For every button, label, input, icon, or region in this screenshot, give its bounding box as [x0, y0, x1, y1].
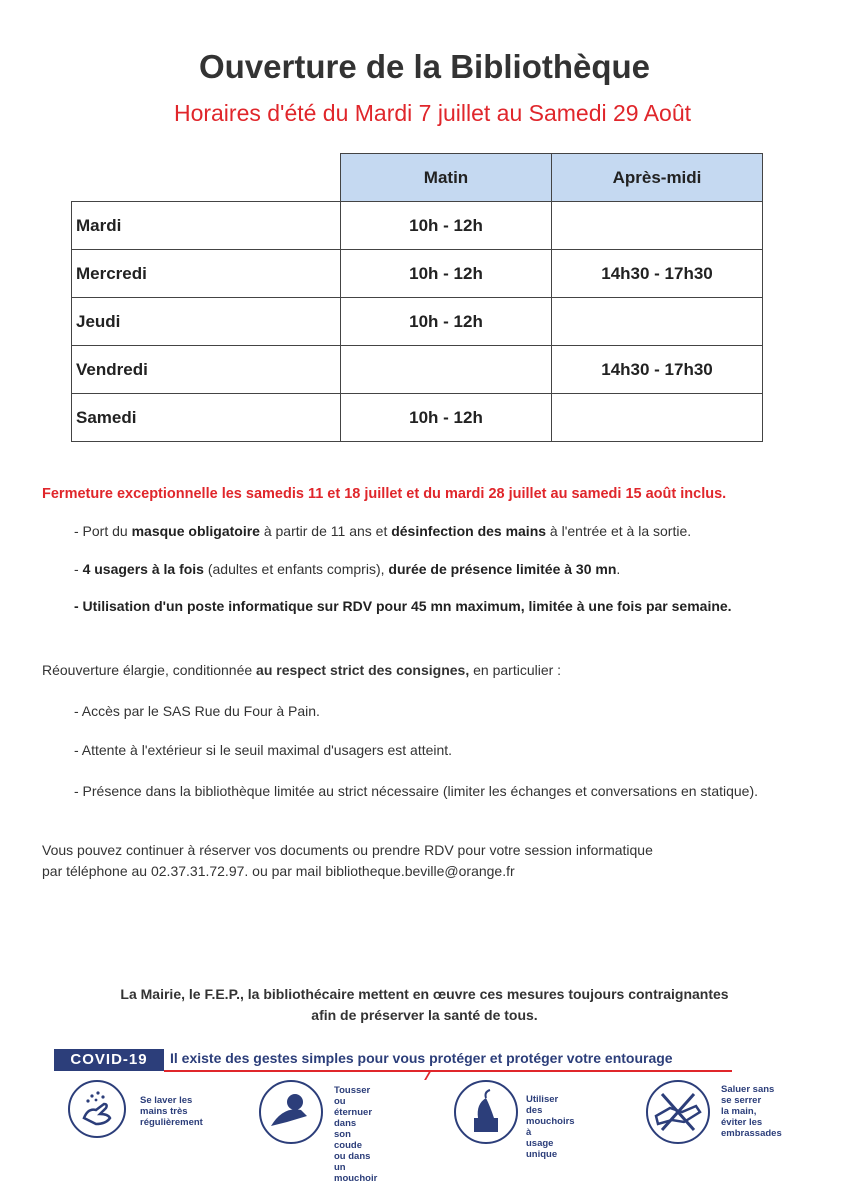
page-subtitle: Horaires d'été du Mardi 7 juillet au Samedi 29 Août — [173, 100, 692, 126]
reopening-part: en particulier : — [469, 662, 562, 678]
rule-text: à l'entrée et à la sortie. — [546, 523, 692, 539]
contact-line-1: Vous pouvez continuer à réserver vos documents ou prendre RDV pour votre session informatique — [42, 842, 653, 858]
day-cell: Mercredi — [72, 250, 341, 298]
afternoon-cell: 14h30 - 17h30 — [552, 346, 763, 394]
afternoon-cell: 14h30 - 17h30 — [552, 250, 763, 298]
covid-title: Il existe des gestes simples pour vous protéger et protéger votre entourage — [170, 1050, 673, 1066]
day-cell: Jeudi — [72, 298, 341, 346]
morning-cell: 10h - 12h — [341, 298, 552, 346]
footer-line-2: afin de préserver la santé de tous. — [311, 1007, 538, 1023]
morning-cell: 10h - 12h — [341, 202, 552, 250]
morning-cell: 10h - 12h — [341, 394, 552, 442]
table-corner — [72, 154, 341, 202]
covid-divider — [164, 1070, 732, 1072]
afternoon-cell — [552, 202, 763, 250]
gesture-label: Saluer sans se serrer la main, éviter les embrassades — [721, 1084, 782, 1139]
covid-badge: COVID-19 — [54, 1049, 164, 1071]
day-cell: Vendredi — [72, 346, 341, 394]
reopening-part: Réouverture élargie, conditionnée — [42, 662, 257, 678]
table-row — [72, 298, 763, 346]
table-header-row — [72, 154, 763, 202]
header-afternoon: Après-midi — [552, 154, 763, 202]
rule-text: (adultes et enfants compris), — [203, 561, 389, 577]
rule-text: à partir de 11 ans et — [259, 523, 392, 539]
footer-line-1: La Mairie, le F.E.P., la bibliothécaire mettent en œuvre ces mesures toujours contraignantes — [120, 986, 729, 1002]
afternoon-cell — [552, 394, 763, 442]
gesture-label: Utiliser des mouchoirs à usage unique — [526, 1094, 575, 1160]
morning-cell: 10h - 12h — [341, 250, 552, 298]
reopening-text — [42, 662, 561, 678]
afternoon-cell — [552, 298, 763, 346]
day-cell: Mardi — [72, 202, 341, 250]
condition-item: - Présence dans la bibliothèque limitée au strict nécessaire (limiter les échanges et conversations en statique). — [74, 783, 759, 799]
rule-mask — [74, 523, 691, 539]
header-morning: Matin — [341, 154, 552, 202]
table-row — [72, 202, 763, 250]
rule-computer: - Utilisation d'un poste informatique sur RDV pour 45 mn maximum, limitée à une fois par semaine. — [74, 598, 732, 614]
rule-emphasis: masque obligatoire — [131, 523, 260, 539]
rule-emphasis: durée de présence limitée à 30 mn — [388, 561, 617, 577]
table-row — [72, 346, 763, 394]
rule-emphasis: 4 usagers à la fois — [82, 561, 204, 577]
reopening-emphasis: au respect strict des consignes, — [256, 662, 470, 678]
condition-item: - Accès par le SAS Rue du Four à Pain. — [74, 703, 320, 719]
hand-washing-icon — [68, 1080, 126, 1138]
tissue-icon — [454, 1080, 518, 1144]
cough-elbow-icon — [259, 1080, 323, 1144]
rule-text: - Port du — [74, 523, 132, 539]
rule-emphasis: désinfection des mains — [391, 523, 547, 539]
day-cell: Samedi — [72, 394, 341, 442]
table-row — [72, 394, 763, 442]
rule-capacity — [74, 561, 620, 577]
gesture-label: Se laver les mains très régulièrement — [140, 1095, 203, 1128]
rule-text: . — [616, 561, 621, 577]
rule-text: - — [74, 561, 83, 577]
covid-banner — [52, 1046, 798, 1074]
morning-cell — [341, 346, 552, 394]
page-title: Ouverture de la Bibliothèque — [198, 48, 651, 85]
no-handshake-icon — [646, 1080, 710, 1144]
condition-item: - Attente à l'extérieur si le seuil maximal d'usagers est atteint. — [74, 742, 453, 758]
contact-line-2: par téléphone au 02.37.31.72.97. ou par mail bibliotheque.beville@orange.fr — [42, 863, 515, 879]
table-row — [72, 250, 763, 298]
gesture-label: Tousser ou éternuer dans son coude ou dans un mouchoir — [334, 1085, 378, 1184]
closure-notice: Fermeture exceptionnelle les samedis 11 et 18 juillet et du mardi 28 juillet au samedi 15 août inclus. — [42, 486, 727, 502]
hours-table — [71, 153, 763, 442]
